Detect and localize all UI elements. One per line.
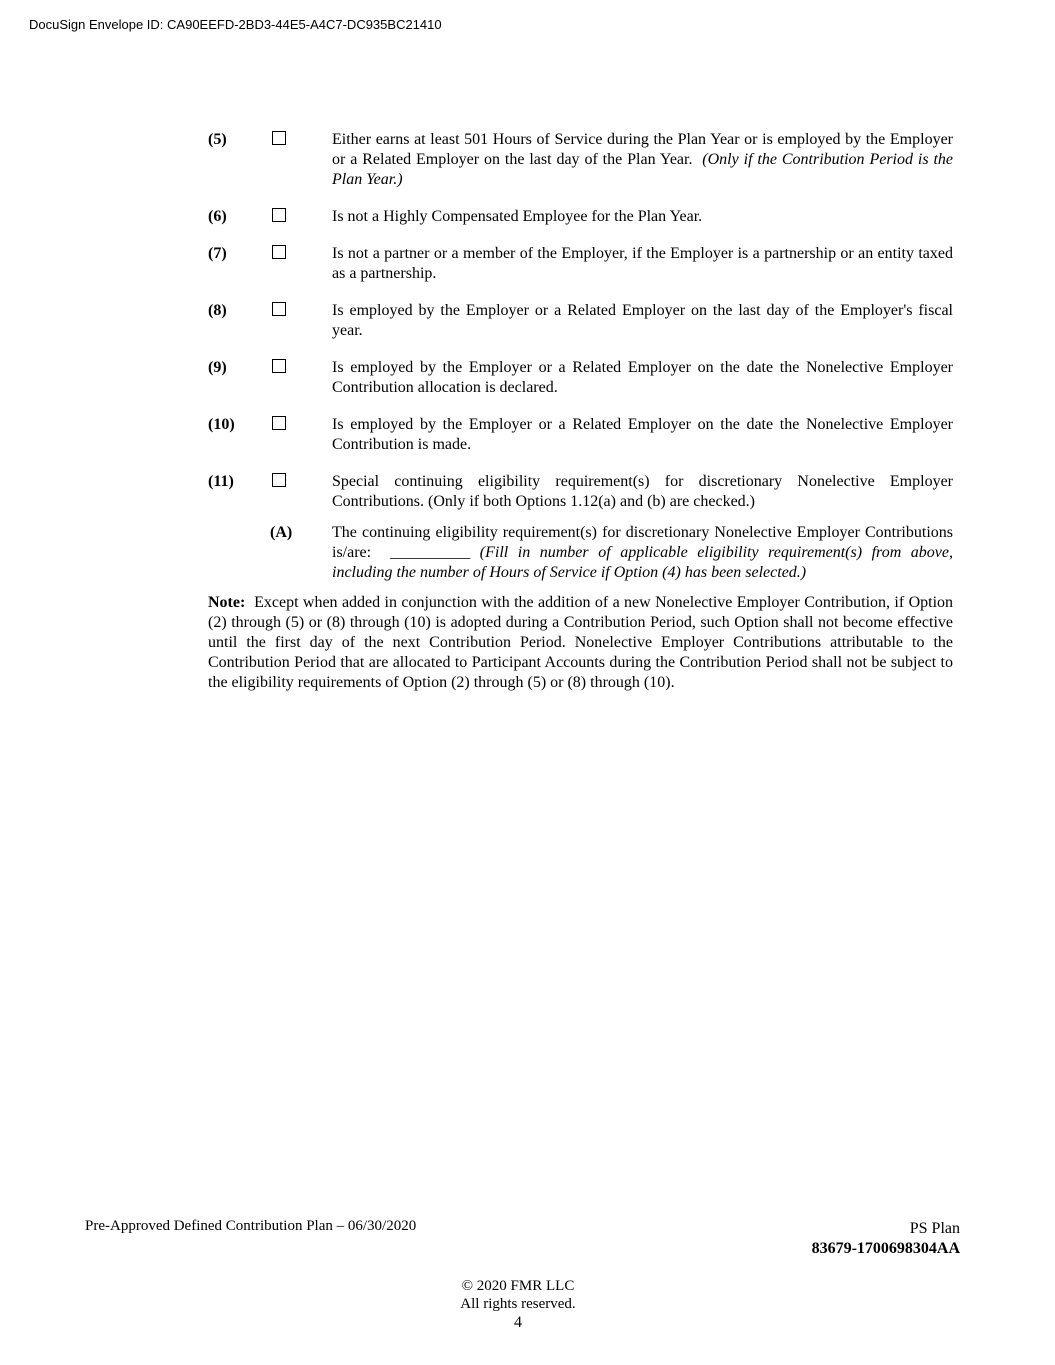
- footer-plan-id: [812, 1219, 960, 1259]
- sub-option-letter: (A): [270, 524, 293, 541]
- note-label: Note:: [208, 594, 246, 611]
- option-text: Is not a partner or a member of the Employer, if the Employer is a partnership or an entity taxed as a partnership.: [332, 245, 953, 282]
- footer-copyright-block: [0, 1277, 1036, 1333]
- option-checkbox[interactable]: [272, 131, 286, 145]
- option-checkbox[interactable]: [272, 359, 286, 373]
- option-checkbox[interactable]: [272, 245, 286, 259]
- option-number: (9): [208, 359, 227, 376]
- option-6: [208, 207, 953, 227]
- option-checkbox[interactable]: [272, 302, 286, 316]
- option-number: (6): [208, 208, 227, 225]
- option-text: Is employed by the Employer or a Related Employer on the date the Nonelective Employer Contribution is made.: [332, 416, 953, 453]
- option-10: [208, 415, 953, 455]
- footer-plan-code: 83679-1700698304AA: [811, 1240, 960, 1257]
- option-text: Is employed by the Employer or a Related Employer on the date the Nonelective Employer Contribution allocation is declared.: [332, 359, 953, 396]
- footer-copyright: © 2020 FMR LLC: [461, 1278, 575, 1294]
- page-number: 4: [514, 1314, 522, 1331]
- option-5: [208, 130, 953, 190]
- option-checkbox[interactable]: [272, 208, 286, 222]
- option-checkbox[interactable]: [272, 416, 286, 430]
- option-text: Is employed by the Employer or a Related Employer on the last day of the Employer's fiscal year.: [332, 302, 953, 339]
- option-checkbox[interactable]: [272, 473, 286, 487]
- sub-option-text: The continuing eligibility requirement(s) for discretionary Nonelective Employer Contributions is/are: __________ (Fill in number of applicable eligibility requirement(s) from above, including the number of Hours of Service if Option (4) has been selected.): [332, 524, 954, 581]
- option-11: [208, 472, 953, 512]
- option-number: (11): [208, 473, 234, 490]
- option-number: (8): [208, 302, 227, 319]
- option-number: (10): [208, 416, 235, 433]
- sub-option-instruction: (Fill in number of applicable eligibility requirement(s) from above, including the number of Hours of Service if Option (4) has been selected.): [332, 544, 954, 581]
- document-body: [208, 130, 953, 693]
- option-7: [208, 244, 953, 284]
- docusign-envelope-id: DocuSign Envelope ID: CA90EEFD-2BD3-44E5-A4C7-DC935BC21410: [29, 17, 442, 32]
- footer-plan-name: Pre-Approved Defined Contribution Plan – 06/30/2020: [85, 1218, 417, 1234]
- footer-rights: All rights reserved.: [460, 1296, 576, 1312]
- footer-plan-type: PS Plan: [909, 1220, 960, 1237]
- note-text: Except when added in conjunction with the addition of a new Nonelective Employer Contribution, if Option (2) through (5) or (8) through (10) is adopted during a Contribution Period, such Option shall not become effective until the first day of the next Contribution Period. Nonelective Employer Contributions attributable to the Contribution Period that are allocated to Participant Accounts during the Contribution Period shall not be subject to the eligibility requirements of Option (2) through (5) or (8) through (10).: [208, 594, 954, 691]
- option-text: Either earns at least 501 Hours of Service during the Plan Year or is employed by the Employer or a Related Employer on the last day of the Plan Year. (Only if the Contribution Period is the Plan Year.): [332, 131, 954, 188]
- note-paragraph: [208, 593, 953, 693]
- option-number: (7): [208, 245, 227, 262]
- option-8: [208, 301, 953, 341]
- option-9: [208, 358, 953, 398]
- sub-option-a: [208, 523, 953, 583]
- option-note: (Only if the Contribution Period is the Plan Year.): [332, 151, 954, 188]
- option-number: (5): [208, 131, 227, 148]
- option-text: Special continuing eligibility requirement(s) for discretionary Nonelective Employer Contributions. (Only if both Options 1.12(a) and (b) are checked.): [332, 473, 953, 510]
- option-text: Is not a Highly Compensated Employee for the Plan Year.: [332, 208, 703, 225]
- fill-in-blank[interactable]: __________: [390, 544, 471, 561]
